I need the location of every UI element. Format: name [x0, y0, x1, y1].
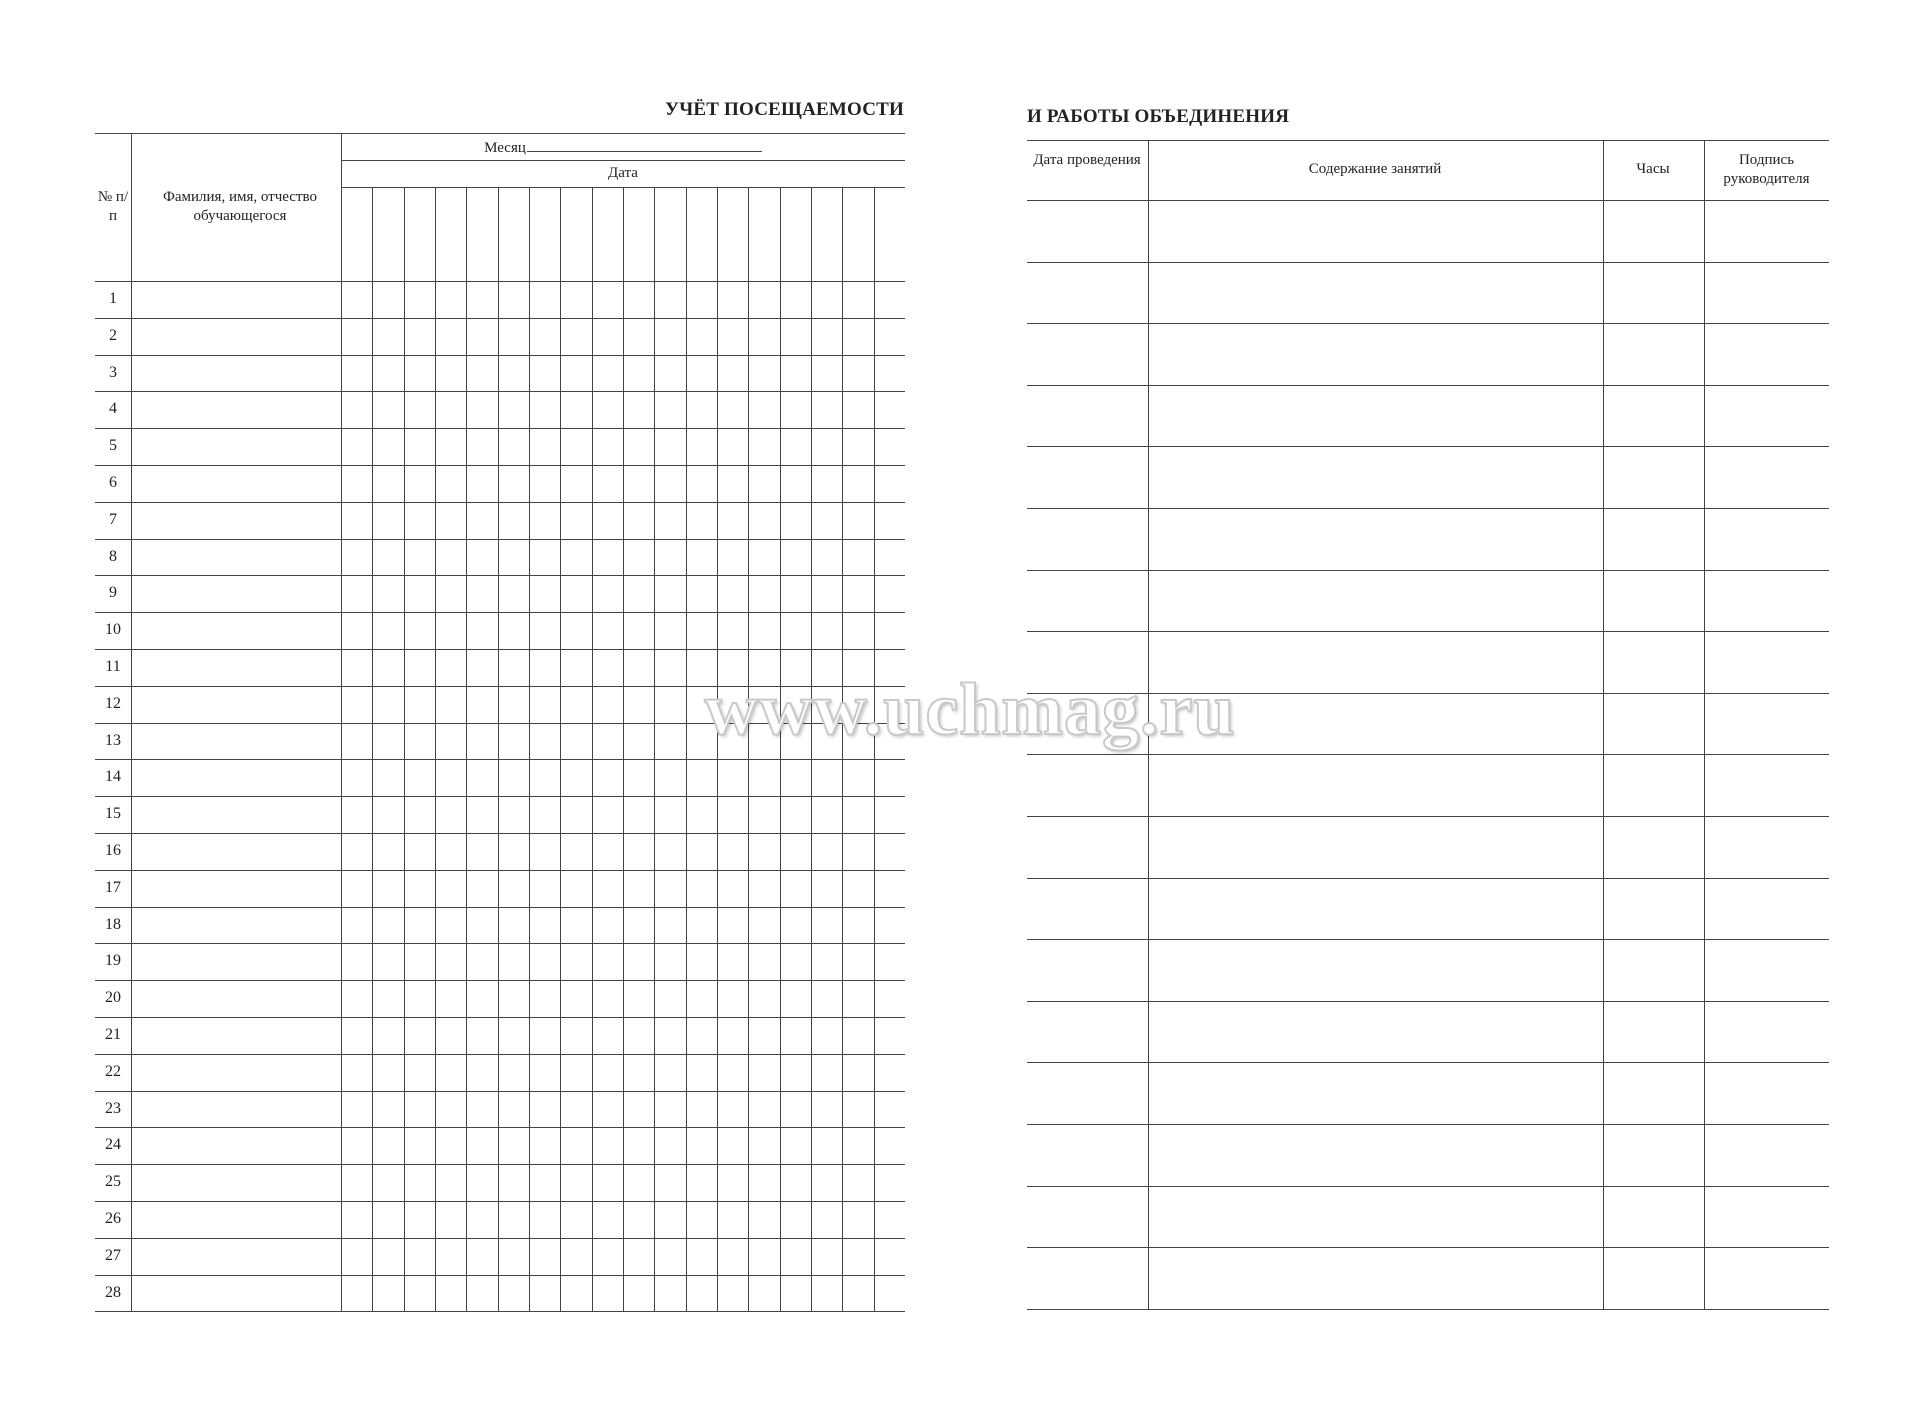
row-number: 6 [109, 474, 117, 491]
row-rule [95, 502, 905, 503]
col-rule [1704, 140, 1705, 1309]
row-number: 25 [105, 1173, 121, 1191]
date-col-rule [842, 187, 843, 1311]
row-rule [95, 1054, 905, 1055]
row-number: 9 [109, 584, 117, 602]
row-rule [95, 391, 905, 392]
row-rule [95, 907, 905, 908]
number-header: № п/п [97, 189, 129, 224]
content-header: Содержание занятий [1308, 161, 1442, 177]
row-rule [95, 612, 905, 613]
row-number: 16 [105, 842, 121, 859]
date-col-rule [811, 187, 812, 1311]
row-rule [95, 355, 905, 356]
row-rule [95, 1311, 905, 1312]
row-number: 28 [105, 1283, 121, 1301]
date-col-rule [623, 187, 624, 1311]
month-header [341, 137, 905, 158]
date-header: Дата [608, 165, 638, 181]
date-col-rule [748, 187, 749, 1311]
hours-header: Часы [1636, 161, 1670, 177]
row-number: 15 [105, 805, 121, 823]
date-col-rule [874, 187, 875, 1311]
right-page-title: И РАБОТЫ ОБЪЕДИНЕНИЯ [1027, 106, 1290, 127]
date-col-rule [560, 187, 561, 1311]
row-rule [95, 1017, 905, 1018]
row-number: 23 [105, 1099, 121, 1117]
row-rule [95, 723, 905, 724]
row-number: 18 [105, 915, 121, 933]
row-rule [95, 465, 905, 466]
row-number: 22 [105, 1062, 121, 1080]
row-number: 10 [105, 621, 121, 639]
row-rule [95, 870, 905, 871]
row-rule [95, 1164, 905, 1165]
row-number: 14 [105, 768, 121, 786]
row-number: 26 [105, 1210, 121, 1227]
row-number: 5 [109, 437, 117, 455]
watermark: www.uchmag.ru [704, 669, 1236, 751]
row-rule [95, 980, 905, 981]
date-col-rule [529, 187, 530, 1311]
row-number: 17 [105, 878, 121, 896]
row-number: 27 [105, 1246, 121, 1264]
row-rule [95, 1091, 905, 1092]
row-rule [95, 1238, 905, 1239]
date-col-rule [592, 187, 593, 1311]
date-col-rule [686, 187, 687, 1311]
row-number: 8 [109, 547, 117, 565]
date-col-rule [498, 187, 499, 1311]
row-rule [95, 649, 905, 650]
date-col-rule [404, 187, 405, 1311]
row-rule [95, 759, 905, 760]
row-rule [95, 1127, 905, 1128]
date-col-rule [466, 187, 467, 1311]
row-number: 12 [105, 694, 121, 712]
month-label: Месяц [484, 140, 526, 156]
row-rule [95, 943, 905, 944]
row-number: 11 [105, 658, 121, 675]
col-rule [1603, 140, 1604, 1309]
row-rule [95, 1275, 905, 1276]
row-rule [95, 1201, 905, 1202]
lessons-table [1027, 140, 1829, 1308]
attendance-table [95, 133, 905, 1308]
row-rule [95, 428, 905, 429]
row-number: 20 [105, 989, 121, 1007]
row-number: 3 [109, 363, 117, 381]
left-page-title: УЧЁТ ПОСЕЩАЕМОСТИ [665, 99, 904, 120]
row-number: 4 [109, 400, 117, 418]
date-col-rule [717, 187, 718, 1311]
row-number: 13 [105, 731, 121, 749]
row-number: 1 [109, 290, 117, 307]
row-number: 2 [109, 326, 117, 344]
row-number: 19 [105, 952, 121, 970]
date-col-rule [654, 187, 655, 1311]
name-header: Фамилия, имя, отчество обучающегося [163, 189, 317, 224]
name-col-rule [341, 133, 342, 1311]
table-top-rule [95, 133, 905, 134]
row-rule [95, 318, 905, 319]
date-col-rule [372, 187, 373, 1311]
number-col-rule [131, 133, 132, 1311]
row-rule [95, 833, 905, 834]
row-rule [1027, 1309, 1829, 1310]
row-rule [95, 281, 905, 282]
row-number: 24 [105, 1136, 121, 1154]
date-col-rule [780, 187, 781, 1311]
row-number: 21 [105, 1026, 121, 1043]
row-number: 7 [109, 510, 117, 528]
col-rule [1148, 140, 1149, 1309]
row-rule [95, 686, 905, 687]
row-rule [95, 796, 905, 797]
date-held-header: Дата проведения [1033, 152, 1141, 168]
month-rule [341, 160, 905, 161]
row-rule [95, 575, 905, 576]
row-rule [95, 539, 905, 540]
signature-header: Подпись руководителя [1723, 152, 1810, 187]
month-blank-line[interactable] [527, 137, 762, 152]
date-col-rule [435, 187, 436, 1311]
